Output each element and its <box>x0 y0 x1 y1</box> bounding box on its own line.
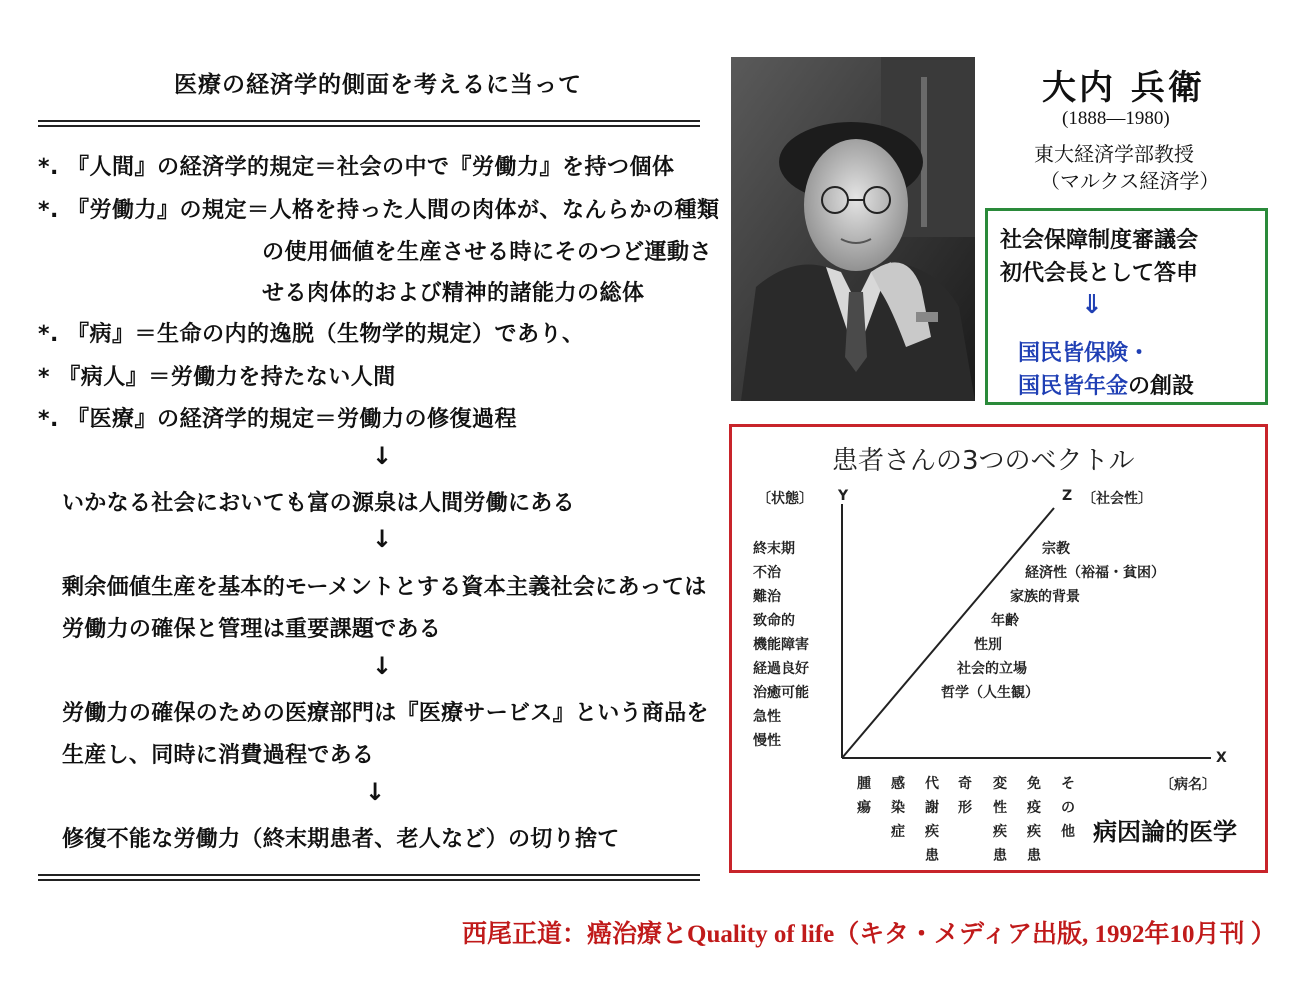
person-field: （マルクス経済学） <box>1040 169 1220 193</box>
disease-label: その他 <box>1061 776 1075 840</box>
x-axis-label: X <box>1216 750 1227 766</box>
social-label: 年齢 <box>991 613 1019 629</box>
state-label: 急性 <box>753 709 781 725</box>
person-name: 大内 兵衛 <box>1042 68 1205 108</box>
social-label: 哲学（人生観） <box>941 685 1039 701</box>
bullet-mark: *. <box>38 198 59 223</box>
x-axis-header: 〔病名〕 <box>1160 777 1216 793</box>
disease-label: 感染症 <box>891 776 905 840</box>
social-label: 宗教 <box>1042 541 1070 557</box>
achievement-line-2: 初代会長として答申 <box>1000 261 1199 286</box>
state-label: 難治 <box>753 589 781 605</box>
flow-statement-1: いかなる社会においても富の源泉は人間労働にある <box>62 491 575 516</box>
achievement-item-2-suffix: の創設 <box>1128 374 1195 399</box>
disease-label: 免疫疾患 <box>1027 776 1041 864</box>
bullet-labor <box>38 193 720 224</box>
state-label: 不治 <box>753 565 781 581</box>
citation: 西尾正道：癌治療とQuality of life（キタ・メディア出版, 1992年10月刊 ） <box>462 921 1276 948</box>
chart-title: 患者さんの3つのベクトル <box>832 446 1135 476</box>
disease-label: 奇形 <box>958 776 972 816</box>
bullet-text: 『医療』の経済学的規定＝労働力の修復過程 <box>67 407 518 432</box>
bullet-text: 『人間』の経済学的規定＝社会の中で『労働力』を持つ個体 <box>67 155 675 180</box>
bullet-medicine <box>38 402 517 433</box>
flow-statement-2: 剰余価値生産を基本的モーメントとする資本主義社会にあっては <box>62 575 707 600</box>
y-axis-header: 〔状態〕 <box>757 491 813 507</box>
double-down-arrow-icon: ⇓ <box>1081 290 1103 320</box>
down-arrow-icon: ↓ <box>372 525 393 553</box>
down-arrow-icon: ↓ <box>372 652 393 680</box>
flow-statement-3: 労働力の確保と管理は重要課題である <box>62 617 442 642</box>
person-years: (1888—1980) <box>1062 108 1170 129</box>
bullet-illness <box>38 317 585 348</box>
bottom-divider <box>38 874 700 881</box>
achievement-item-1: 国民皆保険・ <box>1018 341 1151 366</box>
z-axis-line <box>842 508 1054 758</box>
flow-statement-6: 修復不能な労働力（終末期患者、老人など）の切り捨て <box>62 827 620 852</box>
portrait-photo <box>731 57 975 401</box>
social-label: 性別 <box>974 637 1002 653</box>
bullet-mark: *. <box>38 322 59 347</box>
achievement-item-2 <box>1018 369 1194 400</box>
bullet-text: 『労働力』の規定＝人格を持った人間の肉体が、なんらかの種類 <box>67 198 720 223</box>
disease-label: 代謝疾患 <box>925 776 939 864</box>
down-arrow-icon: ↓ <box>372 442 393 470</box>
bullet-text: 『病人』＝労働力を持たない人間 <box>58 365 396 390</box>
flow-statement-5: 生産し、同時に消費過程である <box>62 743 375 768</box>
state-label: 治癒可能 <box>753 685 809 701</box>
state-label: 致命的 <box>753 613 795 629</box>
achievement-item-2-highlight: 国民皆年金 <box>1018 374 1129 399</box>
social-label: 家族的背景 <box>1010 589 1080 605</box>
title-divider <box>38 120 700 127</box>
down-arrow-icon: ↓ <box>365 778 386 806</box>
z-axis-header: 〔社会性〕 <box>1082 491 1152 507</box>
social-label: 経済性（裕福・貧困） <box>1025 565 1165 581</box>
bullet-labor-cont-1: の使用価値を生産させる時にそのつど運動さ <box>262 240 713 265</box>
bullet-mark: *. <box>38 407 59 432</box>
bullet-labor-cont-2: せる肉体的および精神的諸能力の総体 <box>262 281 645 306</box>
disease-label: 腫瘍 <box>857 776 871 816</box>
slide-title: 医療の経済学的側面を考えるに当って <box>174 72 582 98</box>
flow-statement-4: 労働力の確保のための医療部門は『医療サービス』という商品を <box>62 701 709 726</box>
achievement-line-1: 社会保障制度審議会 <box>1000 228 1199 253</box>
bullet-mark: * <box>38 365 51 390</box>
z-axis-label: Z <box>1062 488 1073 504</box>
bullet-sick-person <box>38 360 396 391</box>
state-label: 慢性 <box>753 733 781 749</box>
bullet-text: 『病』＝生命の内的逸脱（生物学的規定）であり、 <box>67 322 585 347</box>
bullet-human <box>38 150 675 181</box>
person-position: 東大経済学部教授 <box>1034 142 1194 166</box>
portrait-illustration <box>731 57 975 401</box>
etiology-label: 病因論的医学 <box>1093 818 1237 846</box>
disease-label: 変性疾患 <box>993 776 1007 864</box>
y-axis-label: Y <box>838 488 849 504</box>
state-label: 機能障害 <box>753 637 809 653</box>
state-label: 終末期 <box>753 541 795 557</box>
state-label: 経過良好 <box>753 661 809 677</box>
bullet-mark: *. <box>38 155 59 180</box>
social-label: 社会的立場 <box>957 661 1027 677</box>
